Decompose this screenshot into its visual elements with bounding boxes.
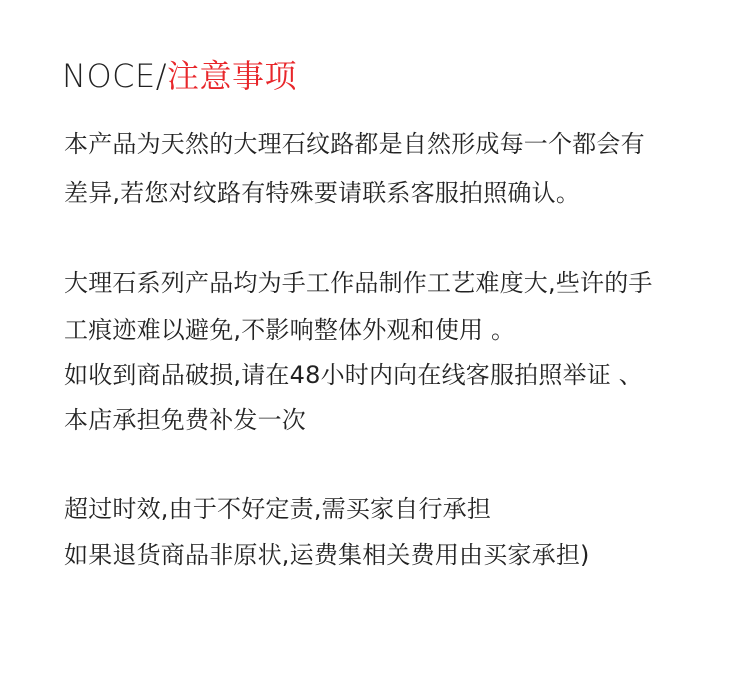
- page-title: [62, 54, 297, 98]
- paragraph-2-line-4: 本店承担免费补发一次: [64, 406, 306, 434]
- brand-name: NOCE: [62, 57, 156, 95]
- paragraph-1-line-2: 差异,若您对纹路有特殊要请联系客服拍照确认。: [64, 179, 581, 207]
- paragraph-2-line-1: 大理石系列产品均为手工作品制作工艺难度大,些许的手: [64, 269, 653, 297]
- paragraph-2-line-3: 如收到商品破损,请在48小时内向在线客服拍照举证 、: [64, 361, 643, 389]
- paragraph-2-line-2: 工痕迹难以避免,不影响整体外观和使用 。: [64, 316, 516, 344]
- title-separator: /: [155, 57, 167, 95]
- paragraph-3-line-2: 如果退货商品非原状,运费集相关费用由买家承担): [64, 541, 590, 569]
- notice-heading: 注意事项: [166, 57, 297, 95]
- paragraph-1-line-1: 本产品为天然的大理石纹路都是自然形成每一个都会有: [64, 130, 645, 158]
- paragraph-3-line-1: 超过时效,由于不好定责,需买家自行承担: [64, 495, 492, 523]
